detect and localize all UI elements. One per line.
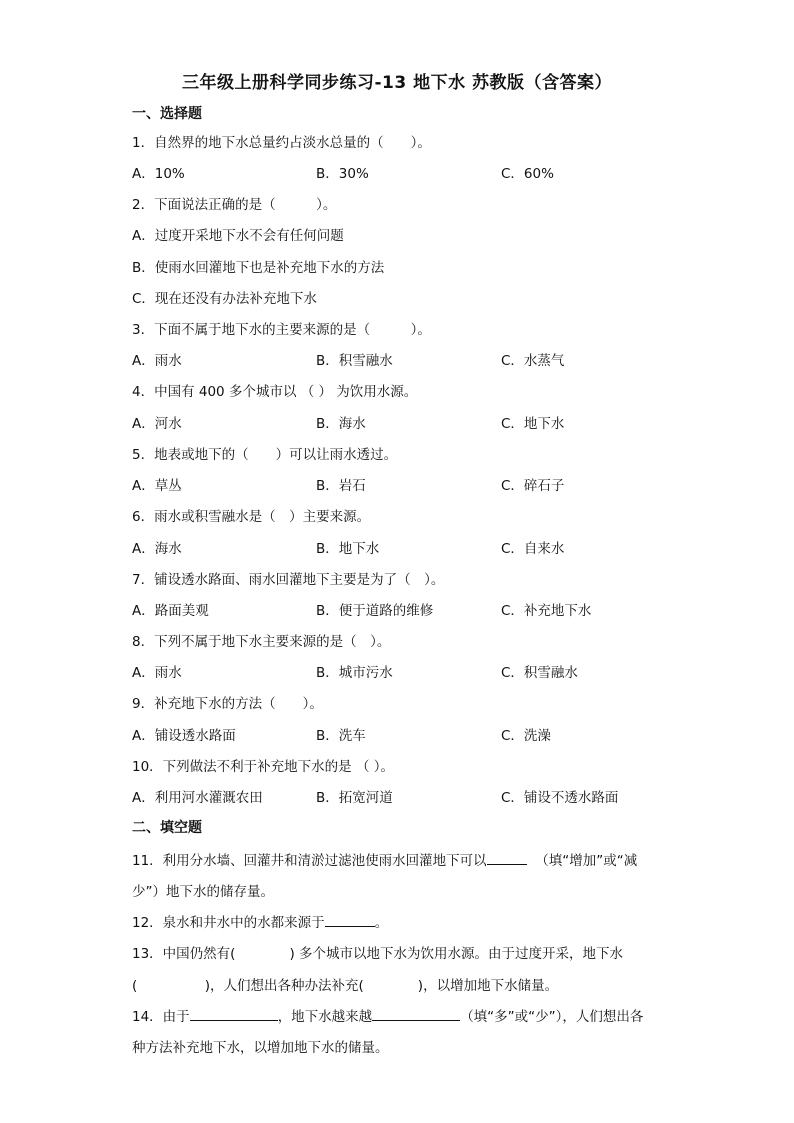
answer-blank[interactable] [325, 914, 375, 927]
answer-option: C．洗澡 [501, 728, 551, 744]
fill-question-14 [132, 1005, 643, 1025]
question-text: 种方法补充地下水，以增加地下水的储量。 [132, 1040, 389, 1056]
answer-option: A．河水 [132, 416, 182, 432]
answer-option: B．地下水 [316, 541, 380, 557]
answer-option: C．补充地下水 [501, 603, 592, 619]
question-text: 少”）地下水的储存量。 [132, 884, 274, 900]
answer-blank[interactable] [190, 1008, 278, 1021]
answer-option: A．路面美观 [132, 603, 209, 619]
answer-option: C．60% [501, 166, 554, 182]
answer-option: A．海水 [132, 541, 182, 557]
answer-option: C．铺设不透水路面 [501, 790, 619, 806]
answer-option: B．城市污水 [316, 665, 393, 681]
question-text: 13．中国仍然有( ) 多个城市以地下水为饮用水源。由于过度开采，地下水 [132, 946, 624, 962]
answer-option: C．水蒸气 [501, 353, 565, 369]
answer-option: B．岩石 [316, 478, 366, 494]
question-text: （填“多”或“少”），人们想出各 [460, 1009, 644, 1025]
question-stem: 6．雨水或积雪融水是（ ）主要来源。 [132, 509, 371, 525]
answer-option: B．使雨水回灌地下也是补充地下水的方法 [132, 260, 385, 276]
fill-question-11 [132, 849, 637, 869]
section-heading-fill: 二、填空题 [132, 820, 202, 836]
question-stem: 9．补充地下水的方法（ ）。 [132, 696, 323, 712]
answer-option: A．利用河水灌溉农田 [132, 790, 263, 806]
answer-blank[interactable] [487, 852, 527, 865]
answer-option: C．现在还没有办法补充地下水 [132, 291, 317, 307]
answer-option: C．自来水 [501, 541, 565, 557]
answer-option: C．地下水 [501, 416, 565, 432]
answer-option: B．洗车 [316, 728, 366, 744]
answer-option: B．积雪融水 [316, 353, 393, 369]
answer-option: A．铺设透水路面 [132, 728, 236, 744]
question-stem: 8．下列不属于地下水主要来源的是（ ）。 [132, 634, 391, 650]
section-heading-choice: 一、选择题 [132, 106, 202, 122]
answer-option: B．海水 [316, 416, 366, 432]
answer-option: B．30% [316, 166, 369, 182]
answer-option: A．草丛 [132, 478, 182, 494]
question-text: 11．利用分水墙、回灌井和清淤过滤池使雨水回灌地下可以 [132, 853, 487, 869]
answer-option: A．雨水 [132, 353, 182, 369]
answer-option: A．雨水 [132, 665, 182, 681]
answer-blank[interactable] [372, 1008, 460, 1021]
question-text: （填“增加”或“减 [535, 853, 638, 869]
answer-option: B．拓宽河道 [316, 790, 393, 806]
page-title: 三年级上册科学同步练习-13 地下水 苏教版（含答案） [181, 73, 613, 93]
answer-option: C．积雪融水 [501, 665, 578, 681]
question-text: 14．由于 [132, 1009, 190, 1025]
question-stem: 7．铺设透水路面、雨水回灌地下主要是为了（ ）。 [132, 572, 445, 588]
question-stem: 4．中国有 400 多个城市以 （ ） 为饮用水源。 [132, 384, 418, 400]
question-stem: 2．下面说法正确的是（ ）。 [132, 197, 337, 213]
answer-option: C．碎石子 [501, 478, 565, 494]
answer-option: A．过度开采地下水不会有任何问题 [132, 228, 344, 244]
question-stem: 10．下列做法不利于补充地下水的是 （ ）。 [132, 759, 395, 775]
answer-option: B．便于道路的维修 [316, 603, 434, 619]
question-stem: 3．下面不属于地下水的主要来源的是（ ）。 [132, 322, 431, 338]
question-stem: 1．自然界的地下水总量约占淡水总量的（ ）。 [132, 135, 431, 151]
question-text: ，地下水越来越 [277, 1009, 373, 1025]
fill-question-12 [132, 911, 388, 931]
answer-option: A．10% [132, 166, 185, 182]
question-text: 。 [374, 915, 389, 931]
question-stem: 5．地表或地下的（ ）可以让雨水透过。 [132, 447, 398, 463]
question-text: ( )，人们想出各种办法补充( )，以增加地下水储量。 [132, 978, 559, 994]
question-text: 12．泉水和井水中的水都来源于 [132, 915, 325, 931]
